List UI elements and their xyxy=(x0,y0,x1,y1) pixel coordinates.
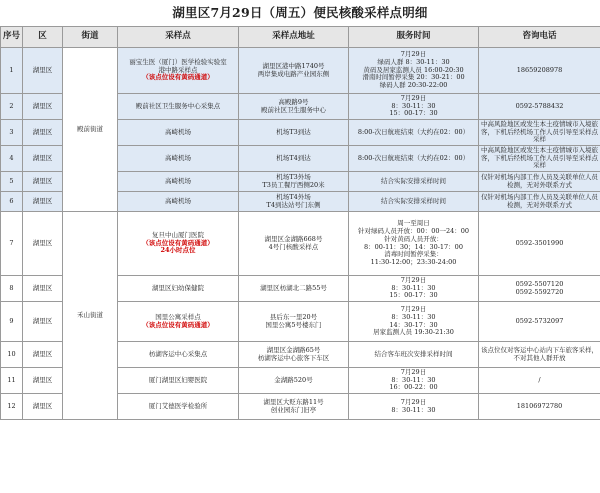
cell-line: 8:00-次日航班结束（大约在02：00） xyxy=(357,127,470,136)
header-index: 序号 xyxy=(1,27,23,48)
cell-line: / xyxy=(538,375,541,384)
cell-line: 7月29日 xyxy=(400,93,427,102)
cell-line: 消毒时间暂停采集： xyxy=(384,250,443,259)
cell-index: 11 xyxy=(1,368,23,394)
cell-line: 结合客车班次安排采样时间 xyxy=(374,349,453,358)
cell-line: 仅针对机场内部工作人员及关联单位人员检测，无对外联系方式 xyxy=(481,172,598,189)
cell-site xyxy=(118,212,239,276)
cell-site xyxy=(118,394,239,420)
cell-phone xyxy=(479,212,600,276)
cell-index: 10 xyxy=(1,342,23,368)
cell-line: 殿前社区卫生服务中心采集点 xyxy=(135,101,221,110)
cell-line: 黄码及居家监测人员 16:00-20:30 xyxy=(363,65,464,74)
cell-site xyxy=(118,302,239,342)
cell-phone xyxy=(479,302,600,342)
cell-site xyxy=(118,172,239,192)
cell-line: 该点位仅对客运中心站内下车旅客采样，不对其他人群开放 xyxy=(481,345,598,362)
cell-index: 3 xyxy=(1,120,23,146)
cell-line: 湖里区枋湖北二路55号 xyxy=(260,283,327,292)
header-phone: 咨询电话 xyxy=(479,27,600,48)
cell-site xyxy=(118,192,239,212)
cell-phone xyxy=(479,120,600,146)
cell-service-time xyxy=(349,48,479,94)
cell-address xyxy=(239,192,349,212)
cell-line: 中高风险地区或发生本土疫情城市入境旅客，下机后经机场工作人员引导至采样点采样 xyxy=(481,145,598,170)
cell-line: 8：30-11：30 xyxy=(391,283,436,292)
cell-phone xyxy=(479,172,600,192)
cell-line: 16：00-22：00 xyxy=(389,383,438,392)
cell-index: 1 xyxy=(1,48,23,94)
cell-line: 厦门湖里区妇婴医院 xyxy=(148,375,208,384)
cell-district: 湖里区 xyxy=(23,120,63,146)
cell-site xyxy=(118,48,239,94)
cell-address xyxy=(239,120,349,146)
cell-district: 湖里区 xyxy=(23,172,63,192)
cell-line: 港中路采样点 xyxy=(158,65,198,74)
cell-service-time xyxy=(349,212,479,276)
cell-district: 湖里区 xyxy=(23,342,63,368)
cell-address xyxy=(239,172,349,192)
cell-line: 中高风险地区或发生本土疫情城市入境旅客，下机后经机场工作人员引导至采样点采样 xyxy=(481,119,598,144)
cell-district: 湖里区 xyxy=(23,276,63,302)
cell-line: 结合实际安排采样时间 xyxy=(381,176,446,185)
cell-line: 金湖路520号 xyxy=(274,375,313,384)
cell-line: 高崎机场 xyxy=(165,176,191,185)
cell-site xyxy=(118,368,239,394)
yellow-code-channel-note: （该点位设有黄码通道） xyxy=(142,320,214,329)
cell-service-time xyxy=(349,192,479,212)
cell-district: 湖里区 xyxy=(23,302,63,342)
cell-address xyxy=(239,212,349,276)
cell-address xyxy=(239,368,349,394)
cell-line: 针对黄码人员开放： xyxy=(384,234,443,243)
cell-line: 两岸集成电路产业园东侧 xyxy=(257,69,330,78)
cell-line: 殿前社区卫生服务中心 xyxy=(261,105,326,114)
table-header-row xyxy=(1,27,600,48)
header-district: 区 xyxy=(23,27,63,48)
table-row xyxy=(1,212,600,276)
cell-line: 绿码人群 20:30-22:00 xyxy=(379,81,448,90)
cell-line: 8:00-次日航班结束（大约在02：00） xyxy=(357,153,470,162)
cell-index: 2 xyxy=(1,94,23,120)
cell-line: 枋湖客运中心采集点 xyxy=(148,349,208,358)
cell-line: 7月29日 xyxy=(400,275,427,284)
cell-line: 14：30-17：30 xyxy=(389,320,438,329)
cell-district: 湖里区 xyxy=(23,212,63,276)
cell-line: 7月29日 xyxy=(400,367,427,376)
cell-line: 0592-5788432 xyxy=(515,101,564,110)
cell-index: 5 xyxy=(1,172,23,192)
cell-site xyxy=(118,276,239,302)
cell-line: 周一至周日 xyxy=(397,219,430,228)
cell-service-time xyxy=(349,302,479,342)
cell-district: 湖里区 xyxy=(23,146,63,172)
cell-street: 殿前街道 xyxy=(63,48,118,212)
cell-index: 9 xyxy=(1,302,23,342)
cell-address xyxy=(239,302,349,342)
cell-line: 0592-5732097 xyxy=(515,316,564,325)
cell-line: 4号门核酸采样点 xyxy=(268,242,319,251)
cell-line: 0592-5507120 xyxy=(515,279,564,288)
cell-line: 机场T4外场 xyxy=(276,192,311,201)
cell-street: 禾山街道 xyxy=(63,212,118,420)
cell-index: 4 xyxy=(1,146,23,172)
cell-line: 7月29日 xyxy=(400,304,427,313)
cell-line: 8：00-11：30；14：30-17：00 xyxy=(364,242,463,251)
cell-service-time xyxy=(349,146,479,172)
cell-service-time xyxy=(349,394,479,420)
cell-phone xyxy=(479,342,600,368)
cell-line: 8：30-11：30 xyxy=(391,101,436,110)
cell-line: 高崎机场 xyxy=(165,153,191,162)
cell-line: 国里公寓采样点 xyxy=(155,312,201,321)
cell-line: 湖里区金湖路65号 xyxy=(266,345,321,354)
cell-line: 8：30-11：30 xyxy=(391,312,436,321)
cell-site xyxy=(118,146,239,172)
cell-phone xyxy=(479,48,600,94)
cell-line: 8：30-11：30 xyxy=(391,405,436,414)
header-address: 采样点地址 xyxy=(239,27,349,48)
header-service-time: 服务时间 xyxy=(349,27,479,48)
header-street: 街道 xyxy=(63,27,118,48)
cell-site xyxy=(118,94,239,120)
cell-address xyxy=(239,146,349,172)
cell-line: 11:30-12:00；23:30-24:00 xyxy=(370,258,457,267)
cell-address xyxy=(239,342,349,368)
cell-service-time xyxy=(349,276,479,302)
cell-district: 湖里区 xyxy=(23,394,63,420)
cell-line: 8：30-11：30 xyxy=(391,375,436,384)
cell-line: 厦门艾德医学检验所 xyxy=(148,401,208,410)
cell-phone xyxy=(479,394,600,420)
cell-line: 创业园东门旧亭 xyxy=(270,405,317,414)
cell-line: 0592-5592720 xyxy=(515,287,564,296)
cell-line: 18659208978 xyxy=(516,65,563,74)
cell-index: 8 xyxy=(1,276,23,302)
cell-line: 湖里区金湖路668号 xyxy=(264,234,323,243)
cell-service-time xyxy=(349,120,479,146)
cell-line: 7月29日 xyxy=(400,50,427,58)
cell-line: 高崎机场 xyxy=(165,127,191,136)
cell-line: T4到达站号门东侧 xyxy=(266,200,321,209)
cell-line: 居家监测人员 19:30-21:30 xyxy=(373,328,454,337)
cell-district: 湖里区 xyxy=(23,368,63,394)
cell-index: 6 xyxy=(1,192,23,212)
cell-line: 15：00-17：30 xyxy=(389,109,438,118)
cell-line: 绿码人群 8：30-11：30 xyxy=(377,57,450,66)
cell-service-time xyxy=(349,368,479,394)
cell-phone xyxy=(479,146,600,172)
cell-service-time xyxy=(349,94,479,120)
cell-site xyxy=(118,120,239,146)
cell-index: 7 xyxy=(1,212,23,276)
cell-line: 仅针对机场内部工作人员及关联单位人员检测，无对外联系方式 xyxy=(481,192,598,209)
cell-line: 机场T3外场 xyxy=(276,172,311,181)
cell-line: 15：00-17：30 xyxy=(389,291,438,300)
cell-phone xyxy=(479,192,600,212)
cell-phone xyxy=(479,368,600,394)
cell-service-time xyxy=(349,172,479,192)
cell-site xyxy=(118,342,239,368)
cell-line: 结合实际安排采样时间 xyxy=(381,196,446,205)
page-title: 湖里区7月29日（周五）便民核酸采样点明细 xyxy=(172,5,428,20)
cell-district: 湖里区 xyxy=(23,48,63,94)
cell-phone xyxy=(479,94,600,120)
cell-line: 0592-3501990 xyxy=(515,238,564,247)
cell-line: 丽宝生医（厦门）医学检验实验室 xyxy=(129,57,227,66)
cell-line: 18106972780 xyxy=(516,401,563,410)
cell-line: 湖里区大贬东路11号 xyxy=(263,397,324,406)
cell-line: 国里公寓5号楼东门 xyxy=(265,320,322,329)
cell-line: 滑南时间暂停采集 20：30-21：00 xyxy=(362,73,465,82)
cell-address xyxy=(239,394,349,420)
cell-line: 复旦中山厦门医院 xyxy=(152,230,204,239)
yellow-code-channel-note: （该点位设有黄码通道） xyxy=(142,238,214,247)
cell-address xyxy=(239,48,349,94)
cell-district: 湖里区 xyxy=(23,192,63,212)
twenty-four-hour-note: 24小时点位 xyxy=(160,246,196,255)
cell-line: 机场T3到达 xyxy=(276,127,311,136)
cell-line: 湖里区港中路1740号 xyxy=(262,61,325,70)
cell-line: 县后东一里20号 xyxy=(269,312,318,321)
cell-address xyxy=(239,94,349,120)
yellow-code-channel-note: （该点位设有黄码通道） xyxy=(142,73,214,82)
cell-line: T3员工餐厅西侧20米 xyxy=(262,180,325,189)
cell-line: 针对绿码人员开放：00：00一24：00 xyxy=(357,226,470,235)
cell-line: 7月29日 xyxy=(400,397,427,406)
cell-phone xyxy=(479,276,600,302)
cell-line: 湖里区妇幼保健院 xyxy=(152,283,204,292)
table-row xyxy=(1,48,600,94)
cell-index: 12 xyxy=(1,394,23,420)
cell-address xyxy=(239,276,349,302)
cell-line: 高殿路9号 xyxy=(278,97,309,106)
cell-line: 高崎机场 xyxy=(165,196,191,205)
header-site: 采样点 xyxy=(118,27,239,48)
cell-line: 机场T4到达 xyxy=(276,153,311,162)
cell-service-time xyxy=(349,342,479,368)
sampling-sites-table xyxy=(0,26,600,420)
cell-line: 枋湖客运中心旅客下车区 xyxy=(257,353,330,362)
cell-district: 湖里区 xyxy=(23,94,63,120)
